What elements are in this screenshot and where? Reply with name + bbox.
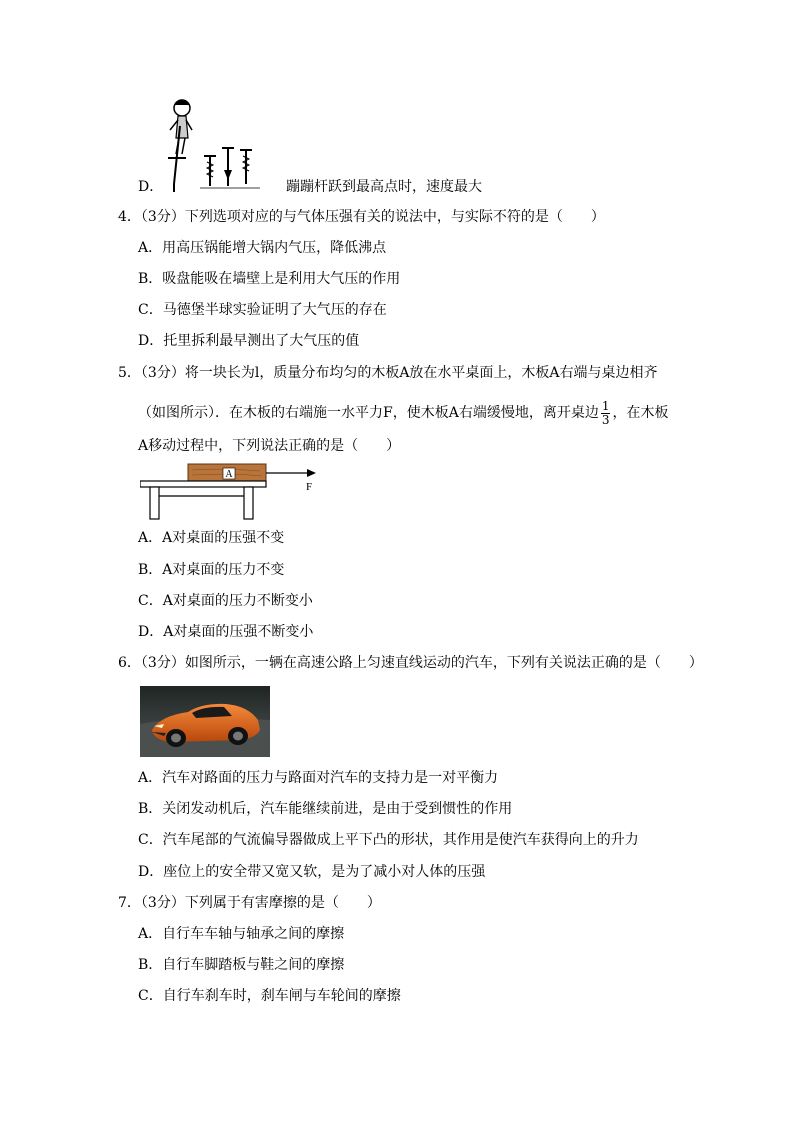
table-top [140, 481, 266, 487]
q4-option-a [138, 238, 386, 258]
option-text: 汽车对路面的压力与路面对汽车的支持力是一对平衡力 [162, 770, 499, 786]
option-text: A对桌面的压力不变 [162, 562, 285, 578]
q6-option-a [138, 768, 498, 788]
question-number: 5． [118, 365, 141, 381]
question-number: 6． [118, 655, 141, 671]
option-text: A对桌面的压力不断变小 [162, 593, 313, 609]
option-label: B． [138, 801, 163, 817]
question-score: （3分） [140, 209, 185, 225]
question-text: 下列选项对应的与气体压强有关的说法中，与实际不符的是（ ） [184, 209, 605, 225]
q6-option-b [138, 799, 512, 819]
question-text: 将一块长为l，质量分布均匀的木板A放在水平桌面上，木板A右端与桌边相齐 [184, 365, 658, 381]
option-label: D． [138, 179, 164, 195]
force-label: F [306, 481, 313, 493]
q3-option-d-text: 蹦蹦杆跃到最高点时，速度最大 [286, 179, 482, 195]
option-label: D． [138, 624, 164, 640]
orange-sports-car-photo [140, 686, 270, 757]
fraction-denominator: 3 [601, 412, 610, 427]
question-text: 下列属于有害摩擦的是（ ） [184, 895, 381, 911]
q7-option-b [138, 955, 344, 975]
option-label: B． [138, 957, 163, 973]
question-score: （3分） [140, 365, 185, 381]
q6-option-c [138, 830, 639, 850]
q5-option-b [138, 560, 284, 580]
option-text: 汽车尾部的气流偏导器做成上平下凸的形状，其作用是使汽车获得向上的升力 [162, 832, 639, 848]
q4-option-d [138, 331, 359, 351]
q7-option-c [138, 986, 401, 1006]
question-number: 4． [118, 209, 141, 225]
table-leg-right [244, 487, 253, 519]
fraction [601, 400, 611, 427]
question-5-stem-line2 [138, 396, 668, 430]
q5-option-d [138, 622, 313, 642]
question-5-stem-line1 [118, 363, 658, 383]
option-text: 座位上的安全带又宽又软，是为了减小对人体的压强 [163, 864, 486, 880]
option-label: C． [138, 988, 163, 1004]
question-score: （3分） [140, 895, 185, 911]
q5-option-c [138, 591, 313, 611]
question-5-stem-line3: A移动过程中，下列说法正确的是（ ） [138, 438, 401, 454]
option-text: A对桌面的压强不断变小 [163, 624, 314, 640]
option-label: C． [138, 832, 163, 848]
question-7-stem [118, 893, 381, 913]
option-text: 托里拆利最早测出了大气压的值 [163, 333, 360, 349]
option-label: D． [138, 864, 164, 880]
board-label: A [225, 469, 233, 480]
option-text: A对桌面的压强不变 [162, 530, 285, 546]
option-text: 自行车刹车时，刹车闸与车轮间的摩擦 [162, 988, 401, 1004]
q6-option-d [138, 862, 485, 882]
option-text: 关闭发动机后，汽车能继续前进，是由于受到惯性的作用 [162, 801, 513, 817]
pogo-stick-figure [160, 96, 270, 196]
q5-option-a [138, 528, 284, 548]
option-text: 自行车脚踏板与鞋之间的摩擦 [162, 957, 345, 973]
option-label: B． [138, 562, 163, 578]
option-label: A． [138, 926, 163, 942]
option-text: 吸盘能吸在墙壁上是利用大气压的作用 [162, 271, 401, 287]
q4-option-b [138, 269, 400, 289]
option-label: C． [138, 302, 163, 318]
question-text: （如图所示）．在木板的右端施一水平力F，使木板A右端缓慢地，离开桌边 [138, 405, 599, 421]
q3-option-d [138, 177, 163, 197]
option-label: B． [138, 271, 163, 287]
option-text: 马德堡半球实验证明了大气压的存在 [162, 302, 387, 318]
question-text: ，在木板 [612, 405, 669, 421]
question-4-stem [118, 207, 605, 227]
option-label: C． [138, 593, 163, 609]
option-text: 用高压锅能增大锅内气压，降低沸点 [162, 240, 387, 256]
q4-option-c [138, 300, 387, 320]
option-label: A． [138, 770, 163, 786]
option-label: D． [138, 333, 164, 349]
option-text: 自行车车轴与轴承之间的摩擦 [162, 926, 345, 942]
q7-option-a [138, 924, 344, 944]
board-on-table-figure [140, 462, 330, 522]
question-text: 如图所示，一辆在高速公路上匀速直线运动的汽车，下列有关说法正确的是（ ） [184, 655, 703, 671]
fraction-numerator: 1 [601, 398, 610, 413]
question-6-stem [118, 653, 703, 673]
option-label: A． [138, 530, 163, 546]
question-number: 7． [118, 895, 141, 911]
table-leg-left [150, 487, 159, 519]
question-score: （3分） [140, 655, 185, 671]
option-label: A． [138, 240, 163, 256]
